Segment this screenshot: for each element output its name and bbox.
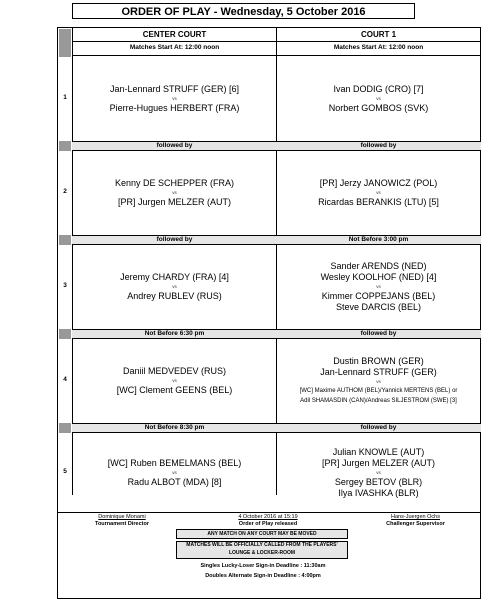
deadline-doubles: Doubles Alternate Sign-in Deadline : 4:00pm (205, 573, 321, 579)
match-cell-center (73, 339, 276, 423)
order-of-play-table (57, 27, 481, 599)
separator-label-center: followed by (156, 236, 193, 243)
player-name: [WC] Maxime AUTHOM (BEL)/Yannick MERTENS (BEL) or (299, 388, 458, 394)
court-header-center: CENTER COURT (73, 30, 276, 42)
start-time-court1: Matches Start At: 12:00 noon (333, 44, 424, 51)
release-date: 4 October 2016 at 15:19 (238, 514, 298, 520)
separator-label-center: followed by (156, 142, 193, 149)
match-cell-court1 (277, 151, 480, 235)
player-name: [PR] Jurgen MELZER (AUT) (117, 197, 232, 207)
player-name: [WC] Clement GEENS (BEL) (116, 385, 233, 395)
vs-label: vs (376, 470, 381, 475)
vs-label: vs (376, 190, 381, 195)
vs-label: vs (376, 284, 381, 289)
match-cell-center (73, 151, 276, 235)
match-cell-court1 (277, 433, 480, 513)
director-role: Tournament Director (95, 521, 149, 527)
player-name: Adil SHAMASDIN (CAN)/Andreas SILJESTROM (SWE) [3] (300, 398, 457, 404)
separator-label-court1: Not Before 3:00 pm (348, 236, 409, 243)
player-name: [PR] Jurgen MELZER (AUT) (321, 458, 436, 468)
player-name: Kimmer COPPEJANS (BEL) (321, 291, 436, 301)
separator-label-court1: followed by (360, 424, 397, 431)
player-name: Andrey RUBLEV (RUS) (127, 291, 222, 301)
separator-corner (59, 141, 71, 151)
player-name: [WC] Ruben BEMELMANS (BEL) (107, 458, 242, 468)
header-corner (59, 29, 71, 57)
supervisor-role: Challenger Supervisor (386, 521, 445, 527)
deadline-singles: Singles Lucky-Loser Sign-in Deadline : 11:30am (200, 563, 326, 569)
player-name: Norbert GOMBOS (SVK) (328, 102, 429, 113)
vs-label: vs (172, 378, 177, 383)
row-number: 4 (63, 376, 67, 383)
row-number: 3 (63, 282, 67, 289)
player-name: Wesley KOOLHOF (NED) [4] (320, 272, 437, 282)
match-cell-court1 (277, 339, 480, 423)
player-name: Daniil MEDVEDEV (RUS) (122, 366, 227, 376)
player-name: Sergey BETOV (BLR) (334, 477, 423, 487)
page-title: ORDER OF PLAY - Wednesday, 5 October 2016 (72, 3, 415, 19)
vs-label: vs (376, 379, 381, 384)
table-bottom-line (58, 512, 480, 513)
release-text: Order of Play released (238, 521, 298, 527)
separator-label-center: Not Before 8:30 pm (144, 424, 205, 431)
separator-label-court1: followed by (360, 142, 397, 149)
supervisor-name: Hans-Juergen Ochs (391, 514, 440, 520)
row-number: 2 (63, 188, 67, 195)
notice-called (176, 541, 348, 559)
footer-release (208, 514, 328, 528)
footer-supervisor (358, 514, 473, 528)
player-name: Ivan DODIG (CRO) [7] (333, 83, 424, 94)
player-name: Kenny DE SCHEPPER (FRA) (114, 178, 235, 188)
separator-corner (59, 235, 71, 245)
separator-label-center: Not Before 6:30 pm (144, 330, 205, 337)
player-name: Sander AREND​S (NED) (330, 261, 427, 271)
vs-label: vs (172, 470, 177, 475)
player-name: Dustin BROWN (GER) (333, 356, 424, 366)
player-name: Jan-Lennard STRUFF (GER) (320, 367, 437, 377)
director-name: Dominique Monami (98, 514, 146, 520)
player-name: Julian KNOWLE (AUT) (332, 447, 425, 457)
player-name: [PR] Jerzy JANOWICZ (POL) (319, 178, 438, 188)
notice-called-line2: LOUNGE & LOCKER-ROOM (228, 549, 296, 556)
player-name: Ilya IVASHKA (BLR) (338, 488, 419, 498)
row-number: 5 (63, 468, 67, 475)
match-cell-court1 (277, 56, 480, 141)
notice-called-line1: MATCHES WILL BE OFFICIALLY CALLED FROM THE PLAYERS' (186, 542, 338, 548)
player-name: Radu ALBOT (MDA) [8] (127, 477, 222, 487)
separator-corner (59, 329, 71, 339)
separator-label-court1: followed by (360, 330, 397, 337)
player-name: Pierre-Hugues HERBERT (FRA) (109, 102, 240, 113)
player-name: Ricardas BERANKIS (LTU) [5] (318, 197, 439, 207)
player-name: Jan-Lennard STRUFF (GER) [6] (109, 83, 240, 94)
row-number: 1 (63, 94, 67, 101)
match-cell-center (73, 433, 276, 513)
notice-moved: ANY MATCH ON ANY COURT MAY BE MOVED (176, 529, 348, 539)
player-name: Steve DARCIS (BEL) (335, 302, 422, 312)
start-time-center: Matches Start At: 12:00 noon (129, 44, 220, 51)
separator-corner (59, 423, 71, 433)
match-cell-center (73, 56, 276, 141)
vs-label: vs (172, 95, 177, 101)
court-header-court1: COURT 1 (277, 30, 480, 42)
match-cell-court1 (277, 245, 480, 329)
vs-label: vs (172, 190, 177, 195)
footer-director (72, 514, 172, 528)
vs-label: vs (172, 284, 177, 289)
vs-label: vs (376, 95, 381, 101)
match-cell-center (73, 245, 276, 329)
player-name: Jeremy CHARDY (FRA) [4] (120, 272, 229, 282)
